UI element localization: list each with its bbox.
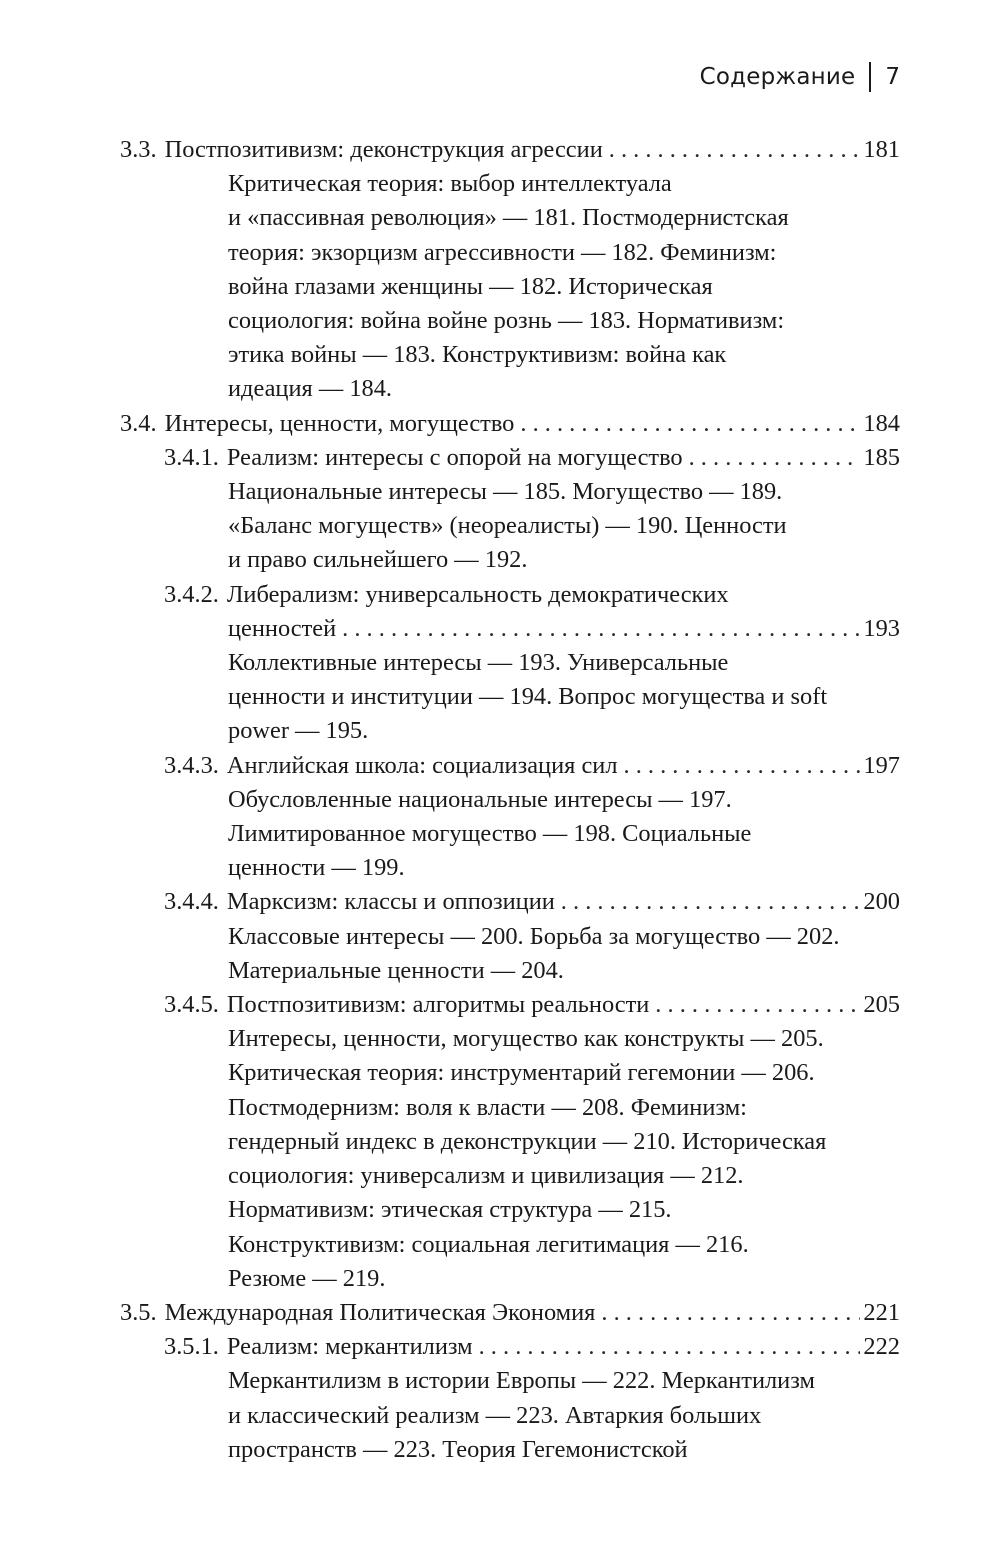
- toc-number: 3.4.: [120, 409, 157, 437]
- toc-entry-3-4-1: [0, 441, 1000, 578]
- toc-description-line: Национальные интересы — 185. Могущество — 189.: [228, 478, 783, 506]
- toc-description: [228, 1022, 900, 1296]
- dot-leader: [609, 133, 861, 167]
- toc-description-line: и право сильнейшего — 192.: [228, 546, 528, 574]
- toc-page-number: 185: [863, 443, 900, 471]
- toc-description-line: ценности — 199.: [228, 854, 405, 882]
- toc-description-line: Резюме — 219.: [228, 1264, 386, 1292]
- toc-number: 3.4.3.: [164, 751, 219, 779]
- toc-description-line: Материальные ценности — 204.: [228, 956, 564, 984]
- dot-leader: [520, 407, 860, 441]
- toc-heading-line[interactable]: [164, 441, 900, 475]
- toc-description-line: Критическая теория: инструментарий гегемонии — 206.: [228, 1059, 815, 1087]
- toc-description-line: и «пассивная революция» — 181. Постмодернистская: [228, 204, 789, 232]
- toc-page-number: 197: [863, 751, 900, 779]
- toc-page-number: 221: [863, 1298, 900, 1326]
- toc-entry-3-5: [0, 1296, 1000, 1330]
- toc-title: Реализм: меркантилизм: [226, 1333, 473, 1361]
- dot-leader: [342, 612, 860, 646]
- toc-description-line: power — 195.: [228, 717, 369, 745]
- toc-page-number: 222: [863, 1333, 900, 1361]
- toc-description-line: ценности и институции — 194. Вопрос могущества и soft: [228, 683, 828, 711]
- toc-description-line: этика войны — 183. Конструктивизм: война как: [228, 341, 727, 369]
- toc-description: [228, 1364, 900, 1467]
- toc-description-line: «Баланс могуществ» (неореалисты) — 190. Ценности: [228, 512, 787, 540]
- toc-description: [228, 920, 900, 988]
- toc-description-line: Классовые интересы — 200. Борьба за могущество — 202.: [228, 922, 840, 950]
- dot-leader: [624, 749, 861, 783]
- toc-title: Марксизм: классы и оппозиции: [226, 888, 555, 916]
- toc-title: Интересы, ценности, могущество: [164, 409, 515, 437]
- toc-description-line: Нормативизм: этическая структура — 215.: [228, 1196, 672, 1224]
- toc-description-line: Обусловленные национальные интересы — 197.: [228, 785, 732, 813]
- toc-heading-line[interactable]: [164, 988, 900, 1022]
- toc-description: [228, 646, 900, 749]
- toc-description-line: Конструктивизм: социальная легитимация — 216.: [228, 1230, 749, 1258]
- toc-number: 3.4.5.: [164, 991, 219, 1019]
- toc-heading-line[interactable]: [164, 578, 900, 612]
- toc-description-line: Интересы, ценности, могущество как конструкты — 205.: [228, 1025, 824, 1053]
- toc-description-line: Меркантилизм в истории Европы — 222. Меркантилизм: [228, 1367, 815, 1395]
- toc-title: Реализм: интересы с опорой на могущество: [226, 443, 683, 471]
- toc-heading-line[interactable]: [164, 749, 900, 783]
- toc-entry-3-5-1: [0, 1330, 1000, 1467]
- toc-entry-3-4-5: [0, 988, 1000, 1296]
- toc-page-number: 184: [863, 409, 900, 437]
- toc-title: Либерализм: универсальность демократических: [226, 580, 729, 608]
- toc-description-line: Критическая теория: выбор интеллектуала: [228, 170, 672, 198]
- toc-description: [228, 783, 900, 886]
- toc-number: 3.5.: [120, 1298, 157, 1326]
- toc-description: [228, 167, 900, 406]
- toc-description-line: и классический реализм — 223. Автаркия больших: [228, 1401, 762, 1429]
- running-head: [700, 62, 900, 92]
- toc-page-number: 205: [863, 991, 900, 1019]
- dot-leader: [689, 441, 861, 475]
- toc-number: 3.4.2.: [164, 580, 219, 608]
- toc-description-line: Коллективные интересы — 193. Универсальные: [228, 649, 729, 677]
- toc-heading-line[interactable]: [120, 133, 900, 167]
- dot-leader: [561, 885, 861, 919]
- toc-heading-line[interactable]: [164, 885, 900, 919]
- toc-description-line: пространств — 223. Теория Гегемонистской: [228, 1435, 688, 1463]
- toc-title: Международная Политическая Экономия: [164, 1298, 596, 1326]
- dot-leader: [479, 1330, 861, 1364]
- toc-number: 3.5.1.: [164, 1333, 219, 1361]
- toc-description-line: война глазами женщины — 182. Историческая: [228, 272, 713, 300]
- toc-title: Английская школа: социализация сил: [226, 751, 618, 779]
- toc-description-line: социология: универсализм и цивилизация — 212.: [228, 1162, 744, 1190]
- running-head-divider: [869, 62, 871, 92]
- toc-entry-3-4: [0, 407, 1000, 441]
- toc-heading-line[interactable]: [164, 1330, 900, 1364]
- toc-number: 3.4.4.: [164, 888, 219, 916]
- toc-heading-line[interactable]: [120, 1296, 900, 1330]
- toc-entry-3-4-3: [0, 749, 1000, 886]
- page-number: 7: [885, 64, 900, 90]
- toc-entry-3-4-2: [0, 578, 1000, 749]
- toc-description-line: социология: война войне рознь — 183. Нормативизм:: [228, 307, 785, 335]
- toc-page-number: 181: [863, 136, 900, 163]
- toc-entry-3-3: [0, 133, 1000, 407]
- toc-description-line: Лимитированное могущество — 198. Социальные: [228, 820, 752, 848]
- toc-description-line: Постмодернизм: воля к власти — 208. Феминизм:: [228, 1093, 747, 1121]
- toc-heading-continuation[interactable]: [228, 612, 900, 646]
- table-of-contents: [0, 133, 1000, 1467]
- toc-heading-line[interactable]: [120, 407, 900, 441]
- toc-description: [228, 475, 900, 578]
- toc-page-number: 193: [863, 614, 900, 642]
- toc-description-line: теория: экзорцизм агрессивности — 182. Феминизм:: [228, 238, 777, 266]
- toc-entry-3-4-4: [0, 885, 1000, 988]
- toc-number: 3.3.: [120, 136, 157, 163]
- toc-page-number: 200: [863, 888, 900, 916]
- toc-title-continuation: ценностей: [228, 614, 337, 642]
- toc-title: Постпозитивизм: деконструкция агрессии: [164, 136, 603, 163]
- toc-title: Постпозитивизм: алгоритмы реальности: [226, 991, 650, 1019]
- dot-leader: [655, 988, 860, 1022]
- toc-description-line: гендерный индекс в деконструкции — 210. Историческая: [228, 1127, 827, 1155]
- dot-leader: [601, 1296, 860, 1330]
- toc-description-line: идеация — 184.: [228, 375, 393, 403]
- toc-number: 3.4.1.: [164, 443, 219, 471]
- running-head-title: Содержание: [699, 64, 856, 90]
